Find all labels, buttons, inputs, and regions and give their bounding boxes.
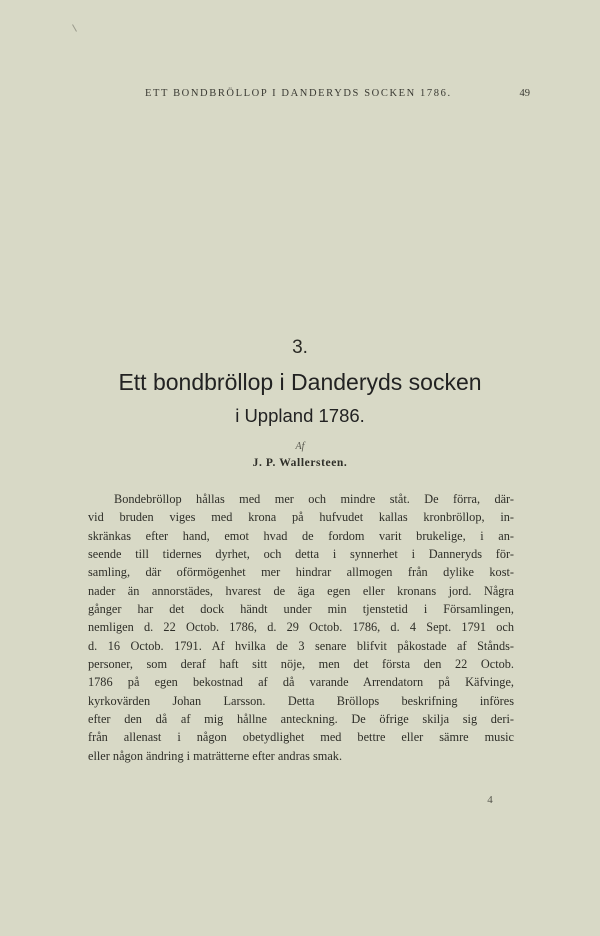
signature-mark: 4 [487, 794, 493, 806]
section-number: 3. [292, 337, 308, 358]
author-name: J. P. Wallersteen. [252, 457, 348, 469]
text-line: nemligen d. 22 Octob. 1786, d. 29 Octob. 1786, d. 4 Sept. 1791 och [88, 620, 514, 635]
text-line: 1786 på egen bekostnad af då varande Arrendatorn på Käfvinge, [88, 675, 514, 690]
text-line: seende till tidernes dyrhet, och detta i synnerhet i Danneryds för- [88, 547, 514, 562]
body-paragraph [88, 490, 514, 765]
article-subtitle: i Uppland 1786. [235, 405, 365, 426]
text-line: d. 16 Octob. 1791. Af hvilka de 3 senare blifvit påkostade af Stånds- [88, 638, 514, 653]
page-number: 49 [519, 88, 530, 99]
text-line: skränkas efter hand, emot hvad de fordom varit brukelige, i an- [88, 528, 514, 543]
text-line: Bondebröllop hållas med mer och mindre ståt. De förra, där- [114, 492, 514, 506]
text-line: kyrkovärden Johan Larsson. Detta Bröllops beskrifning införes [88, 693, 514, 708]
text-line: vid bruden viges med krona på hufvudet kallas kronbröllop, in- [88, 510, 514, 525]
text-line: eller någon ändring i maträtterne efter andras smak. [88, 748, 343, 763]
text-line: efter den då af mig hållne anteckning. De öfrige skilja sig deri- [88, 712, 514, 727]
byline: Af [295, 441, 305, 452]
text-line: personer, som deraf haft sitt nöje, men det första den 22 Octob. [88, 657, 514, 672]
running-head: ETT BONDBRÖLLOP I DANDERYDS SOCKEN 1786. [145, 88, 452, 99]
text-line: nader än annorstädes, hvarest de äga egen eller kronans jord. Några [88, 583, 514, 598]
text-line: gånger har det dock händt under min tjenstetid i Församlingen, [88, 602, 514, 617]
paper-speck [72, 24, 77, 31]
text-line: samling, där oförmögenhet mer hindrar allmogen från dylike kost- [88, 565, 514, 580]
article-title: Ett bondbröllop i Danderyds socken [118, 369, 482, 395]
text-line: från allenast i någon obetydlighet med bettre eller sämre music [88, 730, 514, 745]
